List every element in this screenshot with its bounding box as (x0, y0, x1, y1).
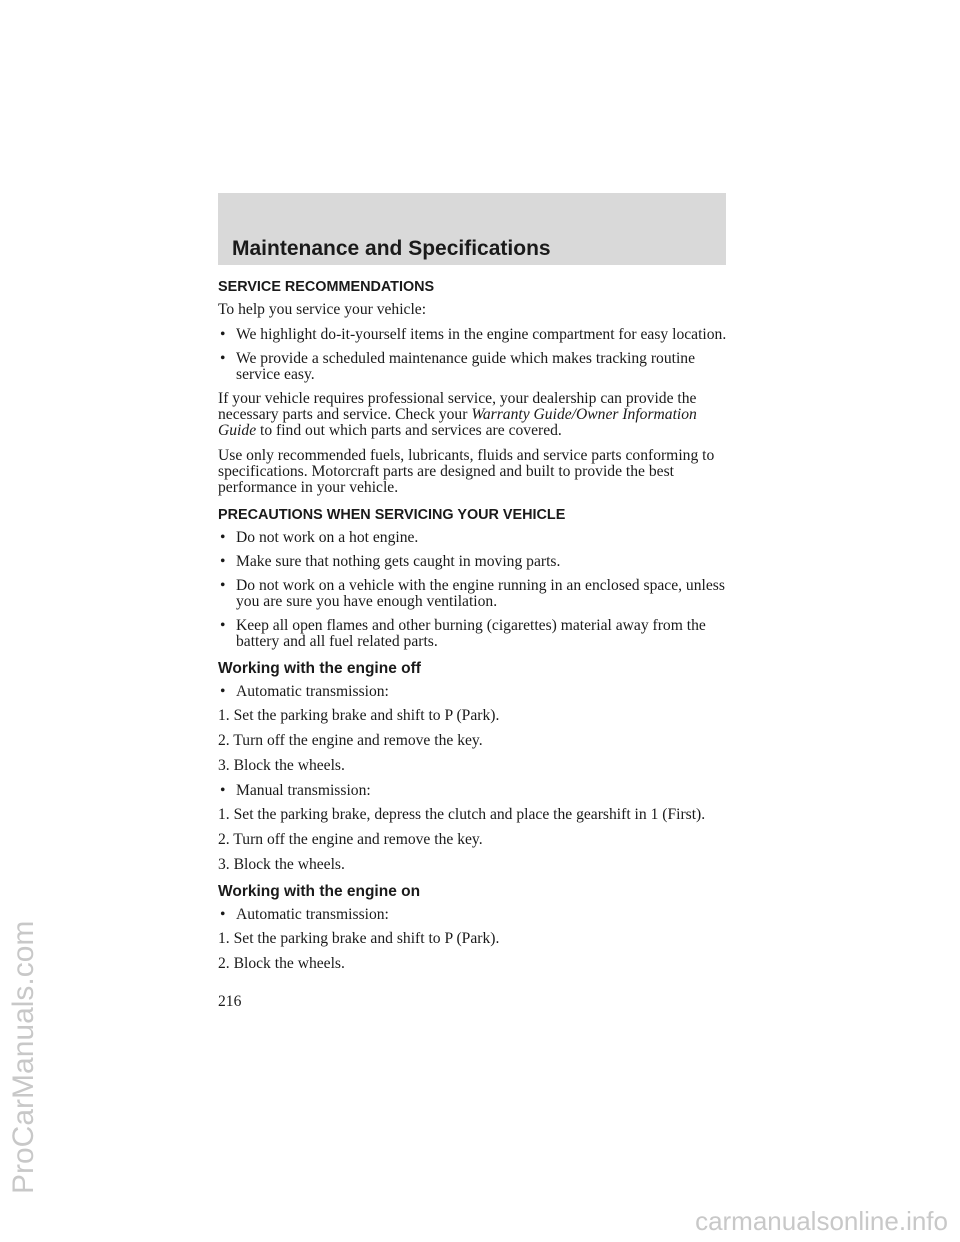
bullet-dot: • (220, 529, 226, 546)
bullet-dot: • (220, 782, 226, 799)
bullet-text: We provide a scheduled maintenance guide which makes tracking routine service easy. (236, 350, 696, 383)
page-content (218, 278, 728, 981)
bullet-text: We highlight do-it-yourself items in the engine compartment for easy location. (236, 326, 727, 343)
bullet-dot: • (220, 906, 226, 923)
service-bullet (218, 351, 728, 383)
bullet-dot: • (220, 553, 226, 570)
bullet-text: Do not work on a hot engine. (236, 529, 419, 546)
paragraph-text: If your vehicle requires professional service, your dealership can provide the necessary parts and service. Check your (218, 390, 697, 423)
bullet-text: Automatic transmission: (236, 683, 389, 700)
transmission-bullet (218, 907, 728, 923)
bullet-text: Keep all open flames and other burning (cigarettes) material away from the battery and all fuel related parts. (236, 617, 706, 650)
transmission-bullet (218, 783, 728, 799)
header-band (218, 193, 726, 265)
service-paragraph-parts: Use only recommended fuels, lubricants, fluids and service parts conforming to specifications. Motorcraft parts are designed and built to provide the best performance in your vehicle. (218, 447, 715, 496)
precaution-bullet (218, 554, 728, 570)
bottom-watermark: carmanualsonline.info (695, 1206, 948, 1236)
step-item: 3. Block the wheels. (218, 757, 345, 774)
precaution-bullet (218, 530, 728, 546)
heading-engine-on: Working with the engine on (218, 883, 421, 900)
step-item: 2. Turn off the engine and remove the key. (218, 732, 483, 749)
bullet-text: Automatic transmission: (236, 906, 389, 923)
service-bullet (218, 327, 728, 343)
step-item: 1. Set the parking brake, depress the clutch and place the gearshift in 1 (First). (218, 806, 706, 823)
precaution-bullet (218, 618, 728, 650)
bullet-dot: • (220, 326, 226, 343)
paragraph-text: to find out which parts and services are covered. (256, 422, 562, 439)
side-watermark: ProCarManuals.com (7, 920, 40, 1194)
step-item: 1. Set the parking brake and shift to P (Park). (218, 707, 500, 724)
guide-title: Warranty Guide/Owner Information Guide (218, 406, 697, 439)
heading-precautions: PRECAUTIONS WHEN SERVICING YOUR VEHICLE (218, 507, 566, 523)
bullet-dot: • (220, 683, 226, 700)
bullet-dot: • (220, 577, 226, 594)
heading-service-recommendations: SERVICE RECOMMENDATIONS (218, 279, 435, 295)
bullet-dot: • (220, 617, 226, 634)
step-item: 2. Block the wheels. (218, 955, 345, 972)
section-title: Maintenance and Specifications (232, 237, 551, 260)
step-item: 3. Block the wheels. (218, 856, 345, 873)
bullet-text: Make sure that nothing gets caught in moving parts. (236, 553, 561, 570)
bullet-text: Manual transmission: (236, 782, 371, 799)
transmission-bullet (218, 684, 728, 700)
bullet-dot: • (220, 350, 226, 367)
page-number: 216 (218, 993, 242, 1010)
precaution-bullet (218, 578, 728, 610)
step-item: 1. Set the parking brake and shift to P (Park). (218, 930, 500, 947)
step-item: 2. Turn off the engine and remove the key. (218, 831, 483, 848)
heading-engine-off: Working with the engine off (218, 660, 421, 677)
service-intro: To help you service your vehicle: (218, 301, 427, 318)
service-paragraph-dealership (218, 391, 728, 439)
bullet-text: Do not work on a vehicle with the engine running in an enclosed space, unless you are sure you have enough ventilation. (236, 577, 725, 610)
